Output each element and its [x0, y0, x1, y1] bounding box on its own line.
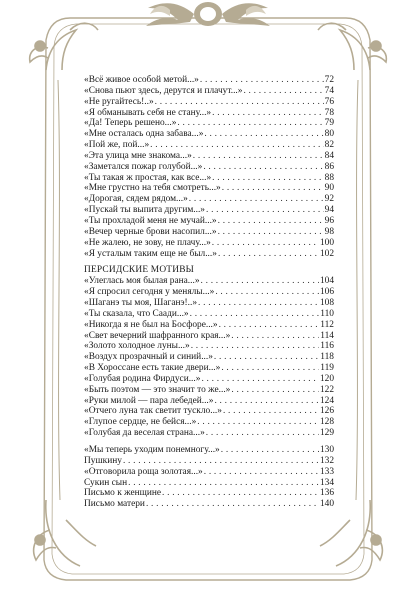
toc-entry: «Голубая да веселая страна...» . . . 129 [84, 428, 334, 439]
toc-entry: «Дорогая, сядем рядом...» . . . 92 [84, 194, 334, 205]
toc-entry: «Не жалею, не зову, не плачу...» . . . 100 [84, 238, 334, 249]
toc-entry: Письмо к женщине . . . 136 [84, 488, 334, 499]
toc-entry: «Шаганэ ты моя, Шаганэ!..» . . . 108 [84, 298, 334, 309]
toc-entry: «Мне осталась одна забава...» . . . 80 [84, 129, 334, 140]
toc-entry: «Свет вечерний шафранного края...» . . . 114 [84, 331, 334, 342]
table-of-contents [84, 75, 334, 510]
toc-entry: «Золото холодное луны...» . . . 116 [84, 341, 334, 352]
toc-entry: «Быть поэтом — это значит то же...» . . . 122 [84, 385, 334, 396]
toc-entry: «Снова пьют здесь, дерутся и плачут...» . . . 74 [84, 86, 334, 97]
toc-entry: «Ты такая ж простая, как все...» . . . 88 [84, 173, 334, 184]
toc-entry: «Отчего луна так светит тускло...» . . . 126 [84, 406, 334, 417]
toc-entry: «Отговорила роща золотая...» . . . 133 [84, 467, 334, 478]
toc-entry: «Ты прохладой меня не мучай...» . . . 96 [84, 216, 334, 227]
toc-entry: Пушкину . . . 132 [84, 456, 334, 467]
toc-entry: «Пускай ты выпита другим...» . . . 94 [84, 205, 334, 216]
toc-entry: «Я обманывать себя не стану...» . . . 78 [84, 108, 334, 119]
toc-group-1 [84, 75, 334, 259]
toc-entry: «Мне грустно на тебя смотреть...» . . . 90 [84, 183, 334, 194]
toc-entry: «Никогда я не был на Босфоре...» . . . 112 [84, 320, 334, 331]
toc-entry: «Голубая родина Фирдуси...» . . . 120 [84, 374, 334, 385]
toc-entry: «Эта улица мне знакома...» . . . 84 [84, 151, 334, 162]
toc-entry: Письмо матери . . . 140 [84, 499, 334, 510]
toc-entry: Сукин сын . . . 134 [84, 478, 334, 489]
toc-entry: «Ты сказала, что Саади...» . . . 110 [84, 309, 334, 320]
ornament-crest-icon [146, 2, 270, 26]
toc-entry: «Да! Теперь решено...» . . . 79 [84, 118, 334, 129]
toc-entry: «Я спросил сегодня у менялы...» . . . 106 [84, 287, 334, 298]
toc-entry: «В Хороссане есть такие двери...» . . . 119 [84, 363, 334, 374]
toc-entry: «Улеглась моя былая рана...» . . . 104 [84, 276, 334, 287]
toc-entry: «Всё живое особой метой...» . . . 72 [84, 75, 334, 86]
ornament-vine-icon [318, 23, 386, 70]
toc-entry: «Не ругайтесь!..» . . . 76 [84, 97, 334, 108]
toc-entry: «Руки милой — пара лебедей...» . . . 124 [84, 396, 334, 407]
toc-entry: «Мы теперь уходим понемногу...» . . . 130 [84, 445, 334, 456]
ornament-vine-icon [30, 23, 98, 70]
toc-entry: «Вечер черные брови насопил...» . . . 98 [84, 227, 334, 238]
toc-entry: «Глупое сердце, не бейся...» . . . 128 [84, 417, 334, 428]
toc-group-3 [84, 445, 334, 510]
toc-entry: «Воздух прозрачный и синий...» . . . 118 [84, 352, 334, 363]
toc-entry: «Заметался пожар голубой...» . . . 86 [84, 162, 334, 173]
toc-entry: «Пой же, пой...» . . . 82 [84, 140, 334, 151]
toc-entry: «Я усталым таким еще не был...» . . . 102 [84, 249, 334, 260]
section-title: ПЕРСИДСКИЕ МОТИВЫ [84, 265, 195, 276]
toc-group-2 [84, 276, 334, 439]
